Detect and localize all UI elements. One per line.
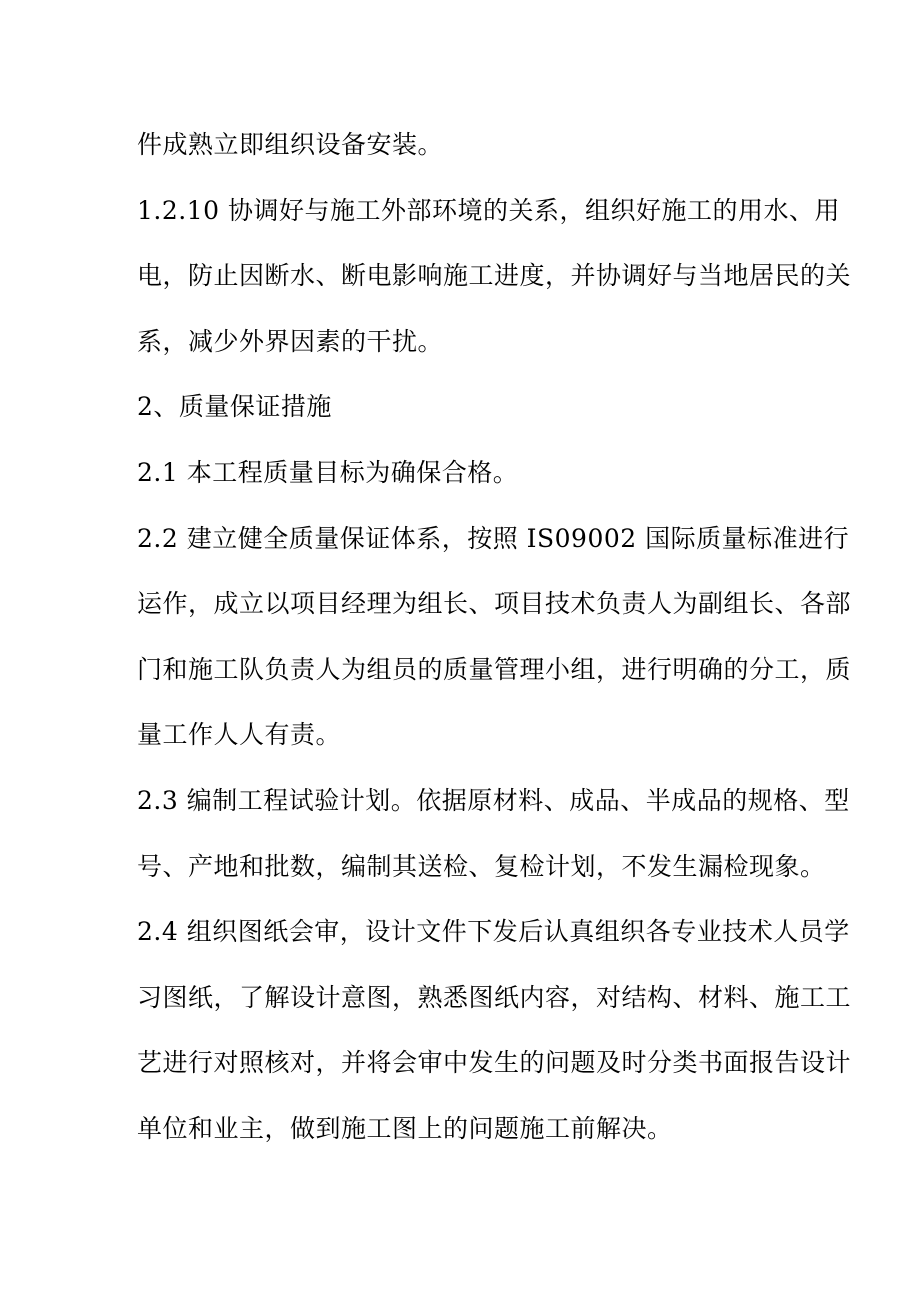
text-line-4: 系，减少外界因素的干扰。 [137,326,444,356]
text-line-15: 艺进行对照核对，并将会审中发生的问题及时分类书面报告设计 [137,1048,852,1078]
text-line-10: 量工作人人有责。 [137,720,342,750]
text-line-3: 电，防止因断水、断电影响施工进度，并协调好与当地居民的关 [137,261,852,291]
text-line-14: 习图纸，了解设计意图，熟悉图纸内容，对结构、材料、施工工 [137,982,852,1012]
text-line-1: 件成熟立即组织设备安装。 [137,130,444,159]
text-line-8: 运作，成立以项目经理为组长、项目技术负责人为副组长、各部 [137,589,852,619]
section-heading: 2、质量保证措施 [137,392,332,422]
text-line-7: 2.2 建立健全质量保证体系，按照 IS09002 国际质量标准进行 [137,523,850,553]
text-line-12: 号、产地和批数，编制其送检、复检计划，不发生漏检现象。 [137,851,826,881]
text-line-11: 2.3 编制工程试验计划。依据原材料、成品、半成品的规格、型 [137,785,850,815]
text-line-6: 2.1 本工程质量目标为确保合格。 [137,457,519,487]
document-body [137,112,852,1162]
text-line-13: 2.4 组织图纸会审，设计文件下发后认真组织各专业技术人员学 [137,917,850,947]
text-line-9: 门和施工队负责人为组员的质量管理小组，进行明确的分工，质 [137,654,852,684]
text-line-16: 单位和业主，做到施工图上的问题施工前解决。 [137,1113,673,1143]
text-line-2: 1.2.10 协调好与施工外部环境的关系，组织好施工的用水、用 [137,195,840,225]
